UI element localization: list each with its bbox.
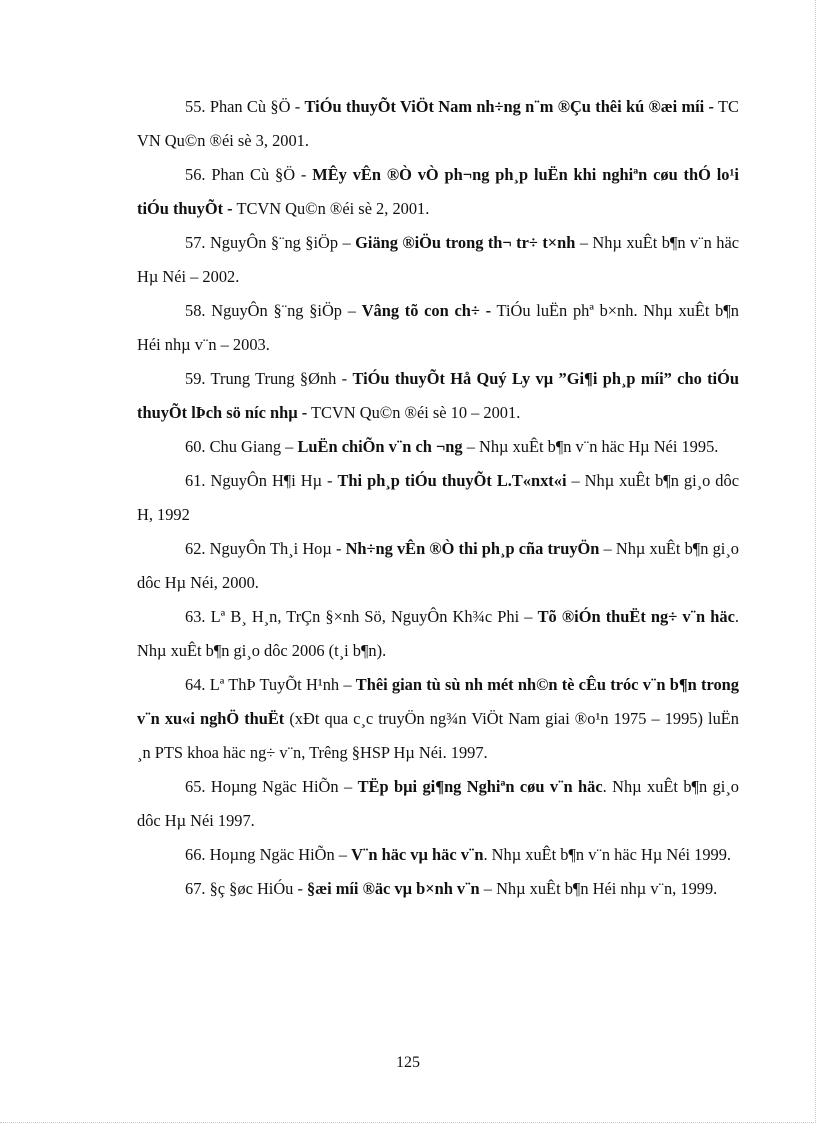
reference-62: 62. NguyÔn Th¸i Hoµ - Nh÷ng vÊn ®Ò thi ph¸p cña truyÖn – Nhµ xuÊt b¶n gi¸o dôc Hµ Néi, 2000.: [137, 539, 739, 592]
reference-list: [137, 90, 739, 906]
reference-59: 59. Trung Trung §Ønh - TiÓu thuyÕt Hå Quý Ly vµ ”Gi¶i ph¸p míi” cho tiÓu thuyÕt lÞch sö níc nhµ - TCVN Qu©n ®éi sè 10 – 2001.: [137, 369, 739, 422]
reference-56: 56. Phan Cù §Ö - MÊy vÊn ®Ò vÒ ph¬ng ph¸p luËn khi nghiªn cøu thÓ lo¹i tiÓu thuyÕt - TCVN Qu©n ®éi sè 2, 2001.: [137, 165, 739, 218]
reference-55: 55. Phan Cù §Ö - TiÓu thuyÕt ViÖt Nam nh÷ng n¨m ®Çu thêi kú ®æi míi - TC VN Qu©n ®éi sè 3, 2001.: [137, 97, 739, 150]
page-number: 125: [396, 1054, 420, 1071]
reference-60: 60. Chu Giang – LuËn chiÕn v¨n ch ¬ng – Nhµ xuÊt b¶n v¨n häc Hµ Néi 1995.: [185, 437, 719, 456]
reference-65: 65. Hoµng Ngäc HiÕn – TËp bµi gi¶ng Nghiªn cøu v¨n häc. Nhµ xuÊt b¶n gi¸o dôc Hµ Néi 1997.: [137, 777, 739, 830]
reference-61: 61. NguyÔn H¶i Hµ - Thi ph¸p tiÓu thuyÕt L.T«nxt«i – Nhµ xuÊt b¶n gi¸o dôc H, 1992: [137, 471, 739, 524]
reference-58: 58. NguyÔn §¨ng §iÖp – Vâng tõ con ch÷ - TiÓu luËn phª b×nh. Nhµ xuÊt b¶n Héi nhµ v¨n – 2003.: [137, 301, 739, 354]
reference-67: 67. §ç §øc HiÓu - §æi míi ®äc vµ b×nh v¨n – Nhµ xuÊt b¶n Héi nhµ v¨n, 1999.: [185, 879, 718, 898]
reference-64: 64. Lª ThÞ TuyÕt H¹nh – Thêi gian tù sù nh mét nh©n tè cÊu tróc v¨n b¶n trong v¨n xu«i nghÖ thuËt (xÐt qua c¸c truyÖn ng¾n ViÖt Nam giai ®o¹n 1975 – 1995) luËn ¸n PTS khoa häc ng÷ v¨n, Trêng §HSP Hµ Néi. 1997.: [137, 675, 739, 762]
reference-57: 57. NguyÔn §¨ng §iÖp – Giäng ®iÖu trong th¬ tr÷ t×nh – Nhµ xuÊt b¶n v¨n häc Hµ Néi – 2002.: [137, 233, 739, 286]
reference-63: 63. Lª B¸ H¸n, TrÇn §×nh Sö, NguyÔn Kh¾c Phi – Tõ ®iÓn thuËt ng÷ v¨n häc. Nhµ xuÊt b¶n gi¸o dôc 2006 (t¸i b¶n).: [137, 607, 739, 660]
reference-66: 66. Hoµng Ngäc HiÕn – V¨n häc vµ häc v¨n. Nhµ xuÊt b¶n v¨n häc Hµ Néi 1999.: [185, 845, 732, 864]
